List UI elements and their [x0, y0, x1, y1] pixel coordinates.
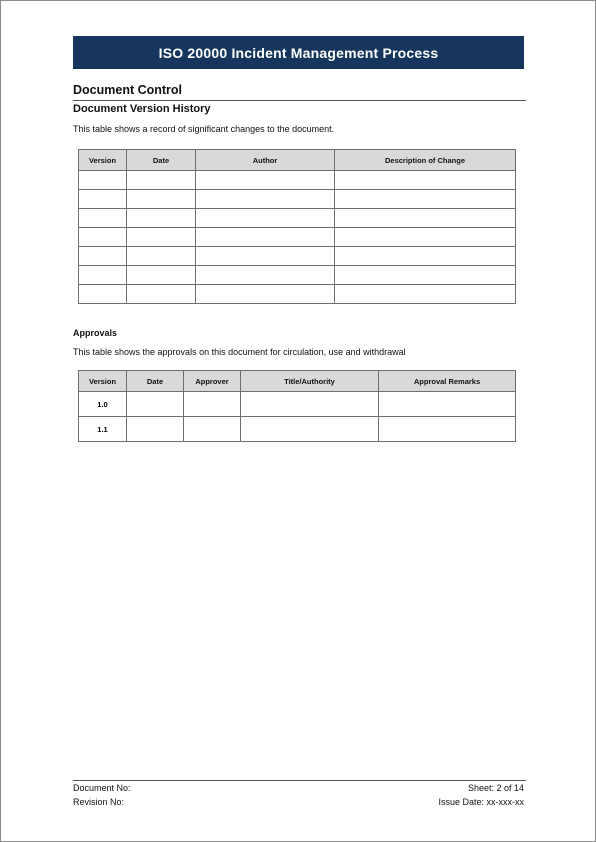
version-history-table	[78, 149, 516, 304]
approvals-description: This table shows the approvals on this document for circulation, use and withdrawal	[73, 347, 406, 357]
footer-document-no: Document No:	[73, 783, 131, 793]
table-cell[interactable]	[335, 228, 516, 247]
table-cell[interactable]	[79, 228, 127, 247]
table-cell[interactable]	[79, 209, 127, 228]
table-cell[interactable]	[335, 247, 516, 266]
table-cell[interactable]	[196, 228, 335, 247]
table-cell[interactable]	[127, 392, 184, 417]
table-cell[interactable]	[127, 285, 196, 304]
table-cell[interactable]	[196, 266, 335, 285]
table-cell[interactable]	[127, 209, 196, 228]
column-header: Author	[196, 150, 335, 171]
column-header: Description of Change	[335, 150, 516, 171]
approvals-heading: Approvals	[73, 328, 118, 338]
approvals-table	[78, 370, 516, 442]
table-row	[79, 247, 516, 266]
table-cell[interactable]	[335, 285, 516, 304]
table-row	[79, 190, 516, 209]
table-cell[interactable]	[196, 190, 335, 209]
table-cell[interactable]	[196, 209, 335, 228]
version-history-heading: Document Version History	[73, 103, 211, 115]
table-cell[interactable]: 1.1	[79, 417, 127, 442]
table-cell[interactable]	[196, 171, 335, 190]
section-divider	[73, 100, 526, 101]
title-banner	[73, 36, 524, 69]
table-row	[79, 209, 516, 228]
table-cell[interactable]	[79, 190, 127, 209]
table-cell[interactable]	[241, 392, 379, 417]
table-cell[interactable]	[184, 417, 241, 442]
footer-sheet: Sheet: 2 of 14	[467, 783, 524, 793]
table-cell[interactable]	[335, 209, 516, 228]
table-header-row	[79, 150, 516, 171]
table-cell[interactable]	[379, 417, 516, 442]
footer-revision-no: Revision No:	[73, 797, 125, 807]
footer-divider	[73, 780, 526, 781]
column-header: Date	[127, 150, 196, 171]
table-cell[interactable]	[335, 190, 516, 209]
table-cell[interactable]	[127, 247, 196, 266]
table-cell[interactable]	[335, 266, 516, 285]
table-cell[interactable]	[79, 247, 127, 266]
table-row	[79, 228, 516, 247]
table-cell[interactable]	[127, 266, 196, 285]
table-cell[interactable]	[335, 171, 516, 190]
table-cell[interactable]	[241, 417, 379, 442]
column-header: Approval Remarks	[379, 371, 516, 392]
column-header: Approver	[184, 371, 241, 392]
column-header: Date	[127, 371, 184, 392]
column-header: Version	[79, 150, 127, 171]
table-cell[interactable]	[79, 285, 127, 304]
table-row	[79, 285, 516, 304]
version-history-description: This table shows a record of significant changes to the document.	[73, 124, 335, 134]
table-cell[interactable]: 1.0	[79, 392, 127, 417]
section-heading: Document Control	[73, 83, 183, 97]
table-row	[79, 417, 516, 442]
document-title: ISO 20000 Incident Management Process	[158, 44, 439, 61]
column-header: Version	[79, 371, 127, 392]
table-cell[interactable]	[127, 417, 184, 442]
column-header: Title/Authority	[241, 371, 379, 392]
table-cell[interactable]	[127, 228, 196, 247]
footer-issue-date: Issue Date: xx-xxx-xx	[438, 797, 524, 807]
table-cell[interactable]	[196, 285, 335, 304]
table-row	[79, 171, 516, 190]
table-cell[interactable]	[79, 266, 127, 285]
table-cell[interactable]	[79, 171, 127, 190]
table-cell[interactable]	[127, 171, 196, 190]
table-row	[79, 392, 516, 417]
table-header-row	[79, 371, 516, 392]
table-cell[interactable]	[379, 392, 516, 417]
table-cell[interactable]	[196, 247, 335, 266]
table-cell[interactable]	[184, 392, 241, 417]
table-row	[79, 266, 516, 285]
table-cell[interactable]	[127, 190, 196, 209]
